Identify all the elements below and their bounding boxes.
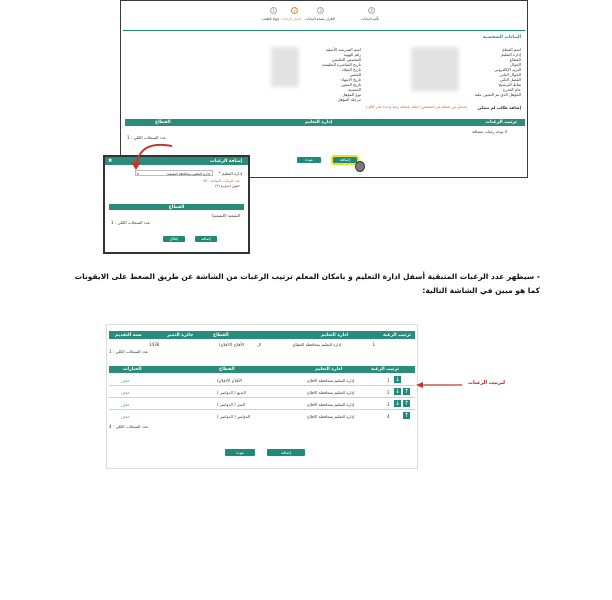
row-admin: إدارة التعليم بمحافظة الافلاج <box>307 378 355 383</box>
personal-labels-right: اسم المعلم إدارة التعليم القطاع الجوال البريد الإلكتروني الجوال الثاني الفصل الثاني نقاط الترشيح عام التخرج المؤهل الذي تم التعيين عليه <box>474 47 521 97</box>
t1-year: 1438 <box>149 342 160 347</box>
section-divider <box>123 30 525 31</box>
prefs-table-header: القطاع إدارة التعليم ترتيب الرغبات <box>125 119 525 126</box>
delete-link[interactable]: حذف <box>121 378 130 383</box>
row-number: 2 <box>387 390 390 395</box>
prefs-count: عدد السجلات الكلي : 1 <box>127 135 167 140</box>
add-button-top[interactable]: إضافة <box>333 157 357 163</box>
t1-order: 1 <box>372 342 375 347</box>
admin-label: * إدارة التعليم <box>218 171 242 176</box>
t1-count: عدد السجلات الكلي : 1 <box>109 349 149 354</box>
move-up-icon[interactable]: ↑ <box>403 400 410 407</box>
t1-sector: الأفلاج (الأفلاج) <box>219 342 244 347</box>
wizard-step-2[interactable]: 2 <box>291 7 298 14</box>
wizard-step-2-label: إختيار الرغبات <box>281 17 302 21</box>
personal-labels-mid: اسم المدرسة الأصلية رقم الهوية التخصص التعليمي تاريخ المباشرة التعليمية تاريخ الميلاد الجنس تاريخ الانتهاء تاريخ التعيين الجنسية نوع المؤهل مرحلة المؤهل <box>322 47 361 102</box>
table2-header: الخيارات القطاع ادارة التعليم ترتيب الرغبة <box>109 366 415 373</box>
row-divider <box>109 385 415 386</box>
dialog-sector-item[interactable]: النقيعية (النقيعية) <box>211 213 240 218</box>
row-sector: الأفلاج (الافلاج) <box>217 378 242 383</box>
dialog-title: إضافة الرغبات <box>210 158 242 164</box>
move-down-icon[interactable]: ↓ <box>394 400 401 407</box>
dialog-add-button[interactable]: إضافة <box>195 236 217 242</box>
cursor-hand-icon <box>355 161 365 172</box>
prefs-empty-row: لا توجد رغبات مضافة <box>472 129 507 134</box>
dialog-hint-required: (*) حقول إجبارية <box>215 184 240 188</box>
dialog-hint-available: عدد الرغبات المتاحة : 30 <box>202 179 240 183</box>
row-divider <box>109 397 415 398</box>
note-required: إضافة طالب لم يتمكن <box>477 105 521 110</box>
row-sector: الدواسر ( الدواسر ) <box>217 414 250 419</box>
move-up-icon[interactable]: ↑ <box>403 388 410 395</box>
wizard-step-3[interactable]: 3 <box>317 7 324 14</box>
dialog-close-button[interactable]: إغلاق <box>163 236 185 242</box>
chevron-down-icon: ▾ <box>137 172 139 176</box>
move-down-icon[interactable]: ↓ <box>394 376 401 383</box>
row-divider <box>109 409 415 410</box>
blurred-values-right <box>411 47 459 91</box>
instruction-line-2: كما هو مبين في الشاشة التالية: <box>422 286 540 295</box>
delete-link[interactable]: حذف <box>121 402 130 407</box>
wizard-step-1[interactable]: 1 <box>270 7 277 14</box>
personal-title: البيانات الشخصية <box>482 35 521 40</box>
note-hint: (عليك بإضافة رغبة واحدة على الأقل) (تتمكن من إضافة غير التخصص) <box>365 105 467 109</box>
row-admin: إدارة التعليم بمحافظة الافلاج <box>307 390 355 395</box>
back-button-bottom[interactable]: عودة <box>225 449 255 456</box>
row-number: 4 <box>387 414 390 419</box>
close-icon[interactable]: ✖ <box>108 158 113 164</box>
delete-link[interactable]: حذف <box>121 414 130 419</box>
bottom-screenshot <box>106 324 418 469</box>
table1-header: سنة التقديم جائزة التميز القطاع ادارة التعليم ترتيب الرغبة <box>109 331 415 339</box>
row-number: 3 <box>387 402 390 407</box>
callout-arrow <box>414 378 464 392</box>
back-button-top[interactable]: عودة <box>297 157 321 163</box>
t2-count: عدد السجلات الكلي : 4 <box>109 424 149 429</box>
wizard-step-4[interactable]: 4 <box>368 7 375 14</box>
t1-admin: إدارة التعليم بمحافظة القطاع <box>293 342 342 347</box>
blurred-values-mid <box>271 47 299 87</box>
row-admin: إدارة التعليم بمحافظة الافلاج <box>307 414 355 419</box>
wizard-step-1-label: إنهاء الطلب <box>262 17 279 21</box>
red-arrow <box>120 140 180 180</box>
wizard-step-4-label: تأكيد البيانات <box>361 17 380 21</box>
wizard-step-3-label: الإقرار بصحة البيانات <box>305 17 336 21</box>
delete-link[interactable]: حذف <box>121 390 130 395</box>
t1-award: ال <box>257 342 262 347</box>
move-down-icon[interactable]: ↓ <box>394 388 401 395</box>
admin-select[interactable]: إدارة التعليم بمحافظة النقيعية ▾ <box>135 170 213 176</box>
add-button-bottom[interactable]: إضافة <box>267 449 305 456</box>
instruction-line-1: - سيظهر عدد الرغبات المتبقية أسفل ادارة التعليم و بامكان المعلم ترتيب الرغبات من الشاشة عن طريق الضغط على الايقونات <box>74 272 540 281</box>
top-screenshot <box>120 0 528 178</box>
dialog-count: عدد السجلات الكلي : 1 <box>111 220 151 225</box>
row-number: 1 <box>387 378 390 383</box>
row-sector: البديع ( الدواسر ) <box>217 390 246 395</box>
callout-label: لترتيب الرغبات <box>468 380 506 386</box>
move-up-icon[interactable]: ↑ <box>403 412 410 419</box>
dialog-section-header: القطاع <box>109 204 244 210</box>
row-sector: السر ( الدواسر ) <box>217 402 246 407</box>
row-admin: إدارة التعليم بمحافظة الافلاج <box>307 402 355 407</box>
